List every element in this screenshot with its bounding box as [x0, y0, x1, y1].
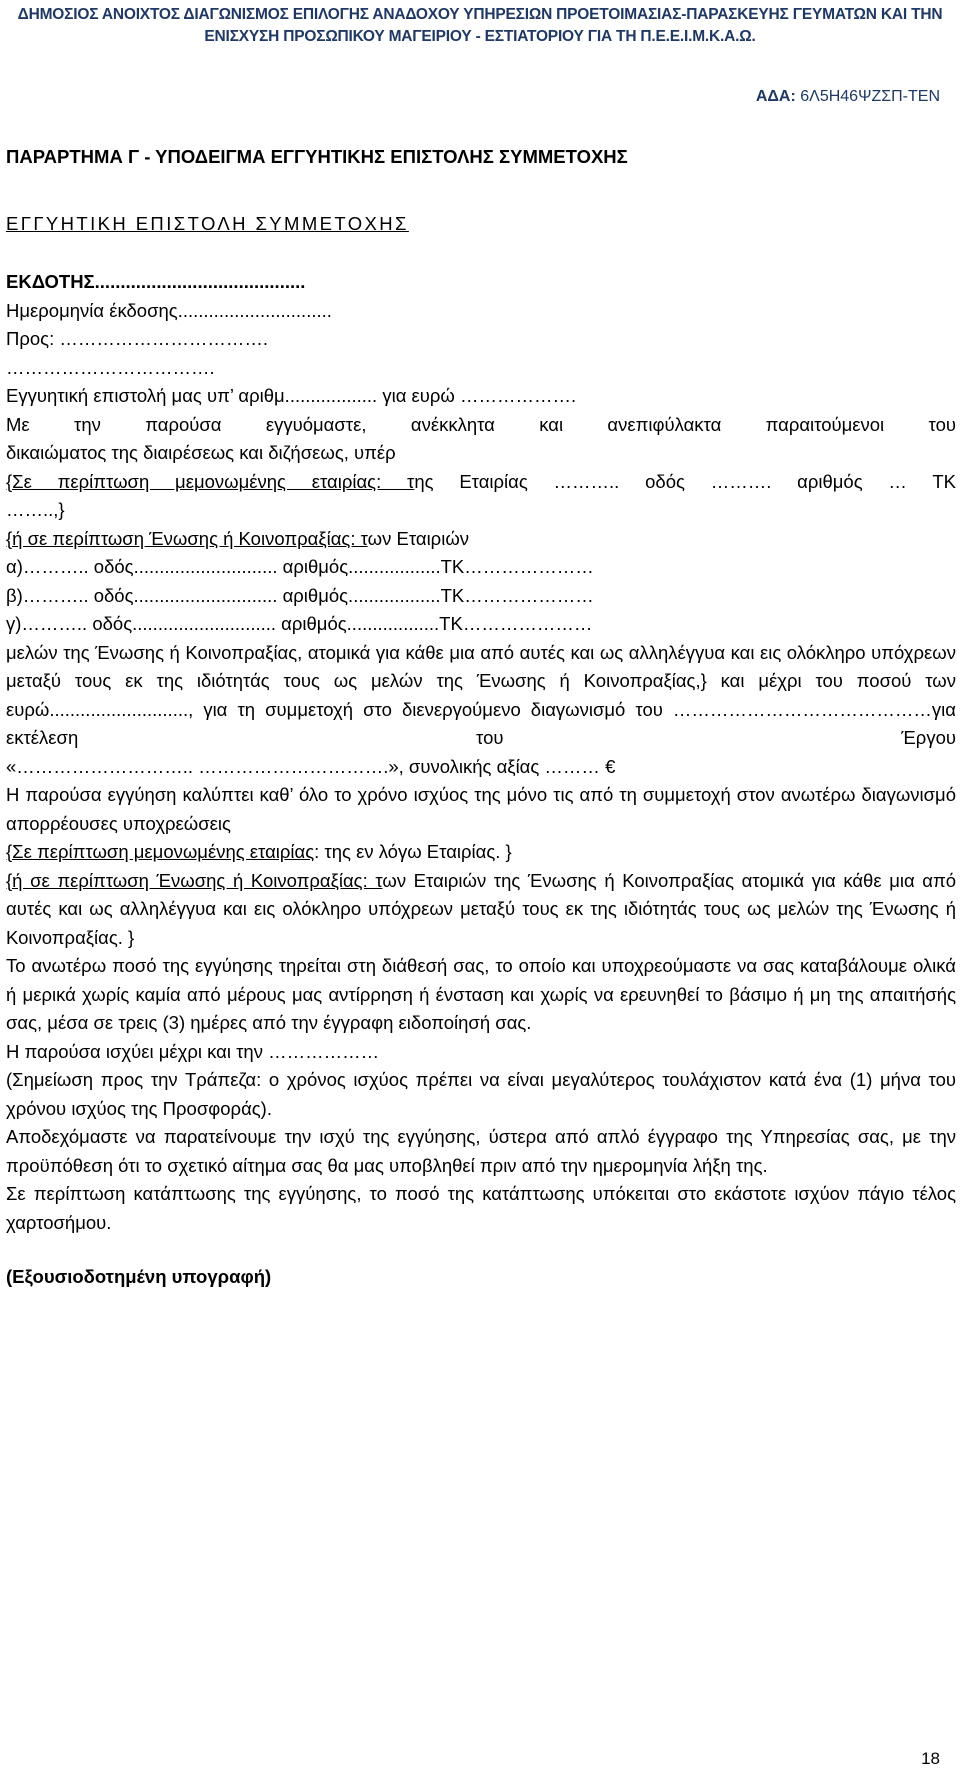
- union-clause-label: {ή σε περίπτωση Ένωσης ή Κοινοπραξίας: τ: [6, 869, 383, 891]
- single-company-clause: [6, 838, 956, 867]
- forfeiture-paragraph: Σε περίπτωση κατάπτωσης της εγγύησης, το ποσό της κατάπτωσης υπόκειται στο εκάστοτε ισχύον πάγιο τέλος χαρτοσήμου.: [6, 1183, 956, 1233]
- guarantee-intro-line-2: δικαιώματος της διαιρέσεως και διζήσεως, υπέρ: [6, 442, 396, 463]
- single-company-clause-text: : της εν λόγω Εταιρίας. }: [314, 841, 512, 862]
- annex-title: ΠΑΡΑΡΤΗΜΑ Γ - ΥΠΟΔΕΙΓΜΑ ΕΓΓΥΗΤΙΚΗΣ ΕΠΙΣΤΟΛΗΣ ΣΥΜΜΕΤΟΧΗΣ: [6, 146, 628, 167]
- letter-body: [6, 143, 956, 1292]
- recipient-blank-line: …………………………….: [6, 356, 215, 378]
- signature-line: (Εξουσιοδοτημένη υπογραφή): [6, 1266, 272, 1287]
- guarantee-intro-line-1: Με την παρούσα εγγυόμαστε, ανέκκλητα και ανεπιφύλακτα παραιτούμενοι του: [6, 413, 956, 435]
- single-company-label: {Σε περίπτωση μεμονωμένης εταιρίας: τ: [6, 470, 415, 492]
- single-company-clause-label: {Σε περίπτωση μεμονωμένης εταιρίας: [6, 841, 315, 862]
- payment-paragraph: Το ανωτέρω ποσό της εγγύησης τηρείται στη διάθεσή σας, το οποίο και υποχρεούμαστε να σας καταβάλουμε ολικά ή μερικά χωρίς καμία από μέρους μας αντίρρηση ή ένσταση και χωρίς να ερευνηθεί το βάσιμο ή μη της απαιτήσής σας, μέσα σε τρεις (3) ημέρες από την έγγραφη ειδοποίησή σας.: [6, 955, 956, 1033]
- letter-title: [6, 210, 956, 239]
- recipient-line: Προς: …………………………….: [6, 328, 269, 349]
- header-line-1: ΔΗΜΟΣΙΟΣ ΑΝΟΙΧΤΟΣ ΔΙΑΓΩΝΙΣΜΟΣ ΕΠΙΛΟΓΗΣ ΑΝΑΔΟΧΟΥ ΥΠΗΡΕΣΙΩΝ ΠΡΟΕΤΟΙΜΑΣΙΑΣ-ΠΑΡΑΣΚΕΥΗΣ ΓΕΥΜΑΤΩΝ ΚΑΙ ΤΗΝ: [17, 6, 943, 23]
- issue-date-line: Ημερομηνία έκδοσης..............................: [6, 299, 332, 321]
- ada-code: [756, 88, 940, 106]
- reference-line: Εγγυητική επιστολή μας υπ’ αριθμ.................. για ευρώ ……………….: [6, 385, 577, 406]
- page-number: 18: [921, 1749, 940, 1768]
- single-company-line: [6, 468, 956, 497]
- union-label: {ή σε περίπτωση Ένωσης ή Κοινοπραξίας: τ: [6, 527, 368, 549]
- union-clause: [6, 867, 956, 953]
- total-value-line: «……………………….. ………………………….», συνολικής αξίας ……… €: [6, 755, 616, 777]
- single-company-end: ……..,}: [6, 499, 65, 520]
- union-clause-text: ων Εταιριών της Ένωσης ή Κοινοπραξίας ατομικά για κάθε μια από αυτές και ως αλληλέγγυα και εις ολόκληρο υπόχρεων μεταξύ τους εκ της ιδιότητάς τους ως μελών της Ένωσης ή Κοινοπραξίας. }: [6, 869, 956, 948]
- validity-line: Η παρούσα ισχύει μέχρι και την ………………: [6, 1040, 380, 1062]
- member-row-b: β)……….. οδός............................ αριθμός..................ΤΚ…………………: [6, 584, 594, 606]
- union-line: [6, 525, 956, 554]
- extension-paragraph: Αποδεχόμαστε να παρατείνουμε την ισχύ της εγγύησης, ύστερα από απλό έγγραφο της Υπηρεσίας σας, με την προϋπόθεση ότι το σχετικό αίτημα σας θα μας υποβληθεί πριν από την ημερομηνία λήξη της.: [6, 1126, 956, 1176]
- member-row-c: γ)……….. οδός............................ αριθμός..................ΤΚ…………………: [6, 613, 593, 634]
- ada-value: 6Λ5Η46ΨΖΣΠ-ΤΕΝ: [795, 88, 940, 105]
- coverage-paragraph: Η παρούσα εγγύηση καλύπτει καθ’ όλο το χρόνο ισχύος της μόνο τις από τη συμμετοχή στον ανωτέρω διαγωνισμό απορρέουσες υποχρεώσεις: [6, 784, 956, 834]
- single-company-text: ης Εταιρίας ……….. οδός ………. αριθμός … ΤΚ: [414, 470, 956, 492]
- members-paragraph: μελών της Ένωσης ή Κοινοπραξίας, ατομικά για κάθε μια από αυτές και ως αλληλέγγυα και εις ολόκληρο υπόχρεων μεταξύ τους εκ της ιδιότητάς τους ως μελών της Ένωσης ή Κοινοπραξίας,} και μέχρι του ποσού των ευρώ..........................., για τη συμμετοχή στο διενεργούμενο διαγωνισμό του ……………………………………για εκτέλεση του Έργου: [6, 641, 956, 748]
- issuer-line: ΕΚΔΟΤΗΣ.........................................: [6, 271, 306, 292]
- bank-note-paragraph: (Σημείωση προς την Τράπεζα: ο χρόνος ισχύος πρέπει να είναι μεγαλύτερος τουλάχιστον κατά ένα (1) μήνα του χρόνου ισχύος της Προσφοράς).: [6, 1069, 956, 1119]
- letter-title-text: ΕΓΓΥΗΤΙΚΗ ΕΠΙΣΤΟΛΗ ΣΥΜΜΕΤΟΧΗΣ: [6, 212, 409, 234]
- ada-label: ΑΔΑ:: [755, 88, 796, 105]
- tender-header: [0, 4, 960, 48]
- member-row-a: α)……….. οδός............................ αριθμός..................ΤΚ…………………: [6, 556, 594, 577]
- union-text: ων Εταιριών: [367, 527, 470, 549]
- header-line-2: ΕΝΙΣΧΥΣΗ ΠΡΟΣΩΠΙΚΟΥ ΜΑΓΕΙΡΙΟΥ - ΕΣΤΙΑΤΟΡΙΟΥ ΓΙΑ ΤΗ Π.Ε.Ε.Ι.Μ.Κ.Α.Ω.: [204, 28, 756, 45]
